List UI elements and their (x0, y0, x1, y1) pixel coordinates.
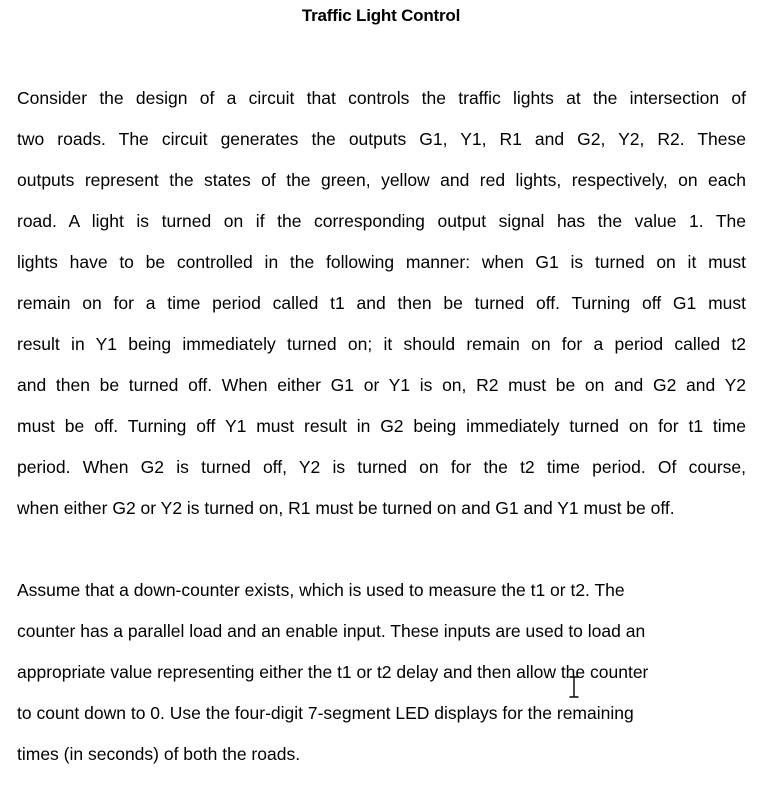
paragraph-line: two roads. The circuit generates the outputs G1, Y1, R1 and G2, Y2, R2. These (17, 129, 746, 149)
paragraph-line: appropriate value representing either the t1 or t2 delay and then allow the counter (17, 662, 649, 682)
paragraph-line: when either G2 or Y2 is turned on, R1 must be turned on and G1 and Y1 must be off. (17, 498, 675, 518)
paragraph-line: remain on for a time period called t1 and then be turned off. Turning off G1 must (17, 293, 746, 313)
paragraph-line: counter has a parallel load and an enable input. These inputs are used to load an (17, 621, 646, 641)
paragraph-line: to count down to 0. Use the four-digit 7-segment LED displays for the remaining (17, 703, 634, 723)
paragraph-line: times (in seconds) of both the roads. (17, 744, 301, 764)
text-cursor-icon (568, 676, 580, 698)
paragraph-line: road. A light is turned on if the corresponding output signal has the value 1. The (17, 211, 746, 231)
paragraph-2 (17, 570, 737, 775)
document-title: Traffic Light Control (301, 6, 461, 25)
paragraph-line: result in Y1 being immediately turned on; it should remain on for a period called t2 (17, 334, 746, 354)
paragraph-line: lights have to be controlled in the following manner: when G1 is turned on it must (17, 252, 746, 272)
paragraph-line: Assume that a down-counter exists, which is used to measure the t1 or t2. The (17, 580, 625, 600)
paragraph-line: Consider the design of a circuit that controls the traffic lights at the intersection of (17, 88, 746, 108)
paragraph-line: must be off. Turning off Y1 must result in G2 being immediately turned on for t1 time (17, 416, 746, 436)
paragraph-1 (17, 78, 746, 529)
paragraph-line: period. When G2 is turned off, Y2 is turned on for the t2 time period. Of course, (17, 457, 746, 477)
paragraph-line: outputs represent the states of the green, yellow and red lights, respectively, on each (17, 170, 746, 190)
paragraph-line: and then be turned off. When either G1 or Y1 is on, R2 must be on and G2 and Y2 (17, 375, 746, 395)
